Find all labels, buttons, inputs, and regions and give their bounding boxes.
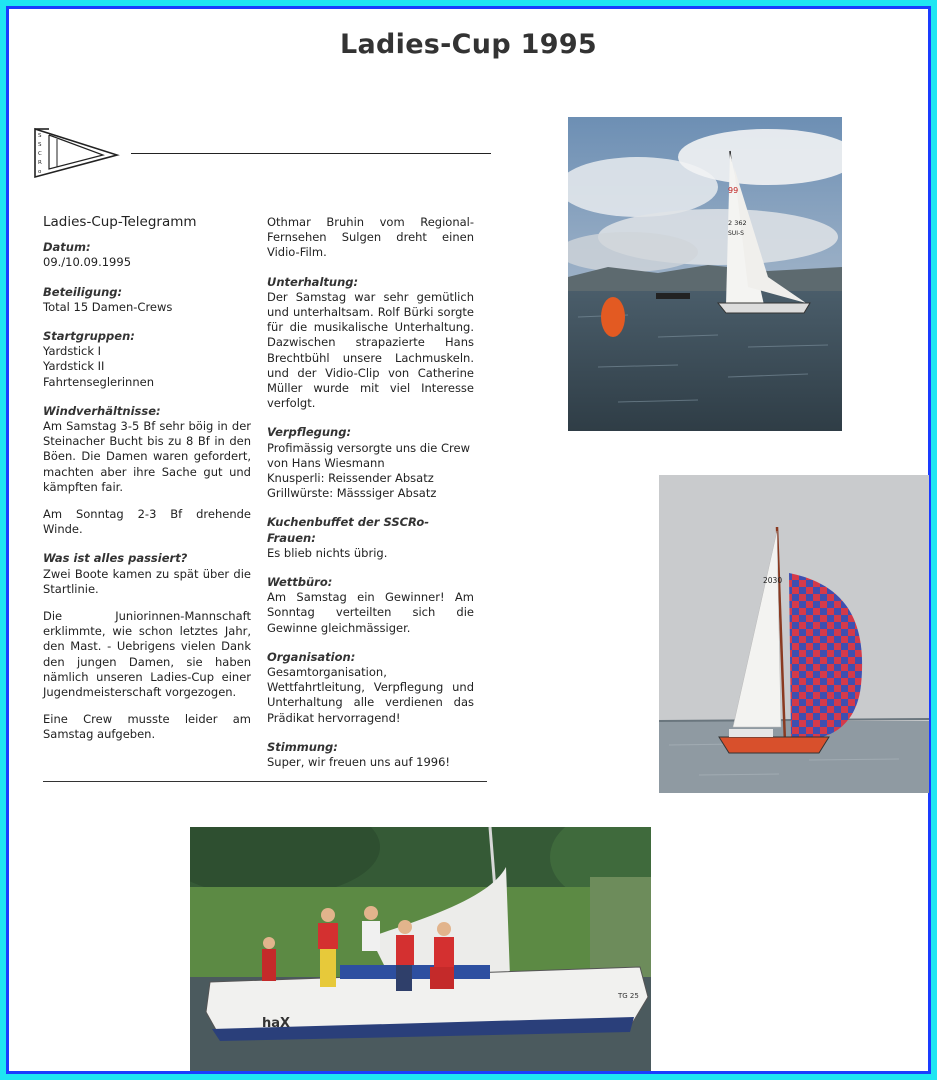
section-label: Organisation: bbox=[267, 649, 356, 664]
section-label: Startgruppen: bbox=[43, 329, 135, 344]
section-text: Profimässig versorgte uns die Crew von Hans Wiesmann Knusperli: Reissender Absatz Grillwürste: Mässsiger Absatz bbox=[267, 440, 471, 501]
sail-number: 2030 bbox=[763, 576, 783, 585]
section-text: Die Juniorinnen-Mannschaft erklimmte, wie schon letztes Jahr, den Mast. - Uebrigens vielen Dank den jungen Damen, sie haben nämlich unseren Ladies-Cup einer Jugendmeisterschaft vorgezogen. bbox=[43, 609, 251, 700]
right-column bbox=[267, 215, 474, 770]
section-label: Datum: bbox=[43, 240, 91, 255]
logo-letters: S bbox=[38, 133, 42, 139]
section-label: Kuchenbuffet der SSCRo-Frauen: bbox=[267, 515, 430, 545]
section-label: Unterhaltung: bbox=[267, 274, 359, 289]
club-logo bbox=[33, 125, 123, 183]
sail-number: 2 362 bbox=[728, 219, 747, 227]
section-text: Es blieb nichts übrig. bbox=[267, 545, 388, 560]
sail-number-99: 99 bbox=[728, 186, 739, 195]
svg-text:R: R bbox=[38, 160, 42, 166]
section-label: Stimmung: bbox=[267, 739, 338, 754]
photo-spinnaker-boat bbox=[659, 475, 929, 793]
intro-text: Othmar Bruhin vom Regional-Fernsehen Sulgen dreht einen Vidio-Film. bbox=[267, 215, 474, 260]
page-title: Ladies-Cup 1995 bbox=[339, 29, 597, 60]
hull-number: TG 25 bbox=[618, 992, 639, 1000]
svg-text:S: S bbox=[38, 142, 42, 148]
boat-name: haX bbox=[262, 1016, 291, 1031]
page bbox=[6, 6, 931, 1074]
section-label: Was ist alles passiert? bbox=[43, 551, 188, 566]
svg-text:o: o bbox=[38, 169, 42, 175]
sail-country: SUI-S bbox=[728, 230, 744, 237]
svg-text:C: C bbox=[38, 151, 42, 157]
section-text: Zwei Boote kamen zu spät über die Startlinie. bbox=[43, 566, 251, 596]
section-label: Beteiligung: bbox=[43, 284, 123, 299]
section-text: 09./10.09.1995 bbox=[43, 255, 132, 270]
photo-sailboat-buoy bbox=[568, 117, 842, 431]
section-label: Windverhältnisse: bbox=[43, 403, 161, 418]
section-text: Total 15 Damen-Crews bbox=[43, 299, 173, 314]
footer-rule bbox=[43, 781, 487, 782]
section-text: Eine Crew musste leider am Samstag aufgeben. bbox=[43, 712, 251, 742]
section-text: Super, wir freuen uns auf 1996! bbox=[267, 755, 451, 770]
header-rule bbox=[131, 153, 491, 154]
section-text: Der Samstag war sehr gemütlich und unterhaltsam. Rolf Bürki sorgte für die musikalische Unterhaltung. Dazwischen strapazierte Hans Brechtbühl unsere Lachmuskeln. und der Vidio-Clip von Catherine Müller wurde mit viel Interesse verfolgt. bbox=[267, 289, 474, 411]
telegram-heading: Ladies-Cup-Telegramm bbox=[43, 214, 197, 230]
section-text: Yardstick I Yardstick II Fahrtenseglerinnen bbox=[43, 344, 154, 389]
section-text: Am Samstag ein Gewinner! Am Sonntag verteilten sich die Gewinne gleichmässiger. bbox=[267, 590, 474, 635]
section-label: Verpflegung: bbox=[267, 425, 352, 440]
section-label: Wettbüro: bbox=[267, 575, 333, 590]
newsletter-sheet bbox=[17, 115, 523, 815]
photo-crew-boat bbox=[190, 827, 651, 1071]
section-text: Am Sonntag 2-3 Bf drehende Winde. bbox=[43, 507, 251, 537]
section-text: Am Samstag 3-5 Bf sehr böig in der Steinacher Bucht bis zu 8 Bf in den Böen. Die Damen waren gefordert, machten aber ihre Sache gut und kämpften fair. bbox=[43, 419, 251, 494]
section-text: Gesamtorganisation, Wettfahrtleitung, Verpflegung und Unterhaltung alle verdienen das Prädikat hervorragend! bbox=[267, 665, 474, 725]
left-column bbox=[43, 215, 251, 743]
